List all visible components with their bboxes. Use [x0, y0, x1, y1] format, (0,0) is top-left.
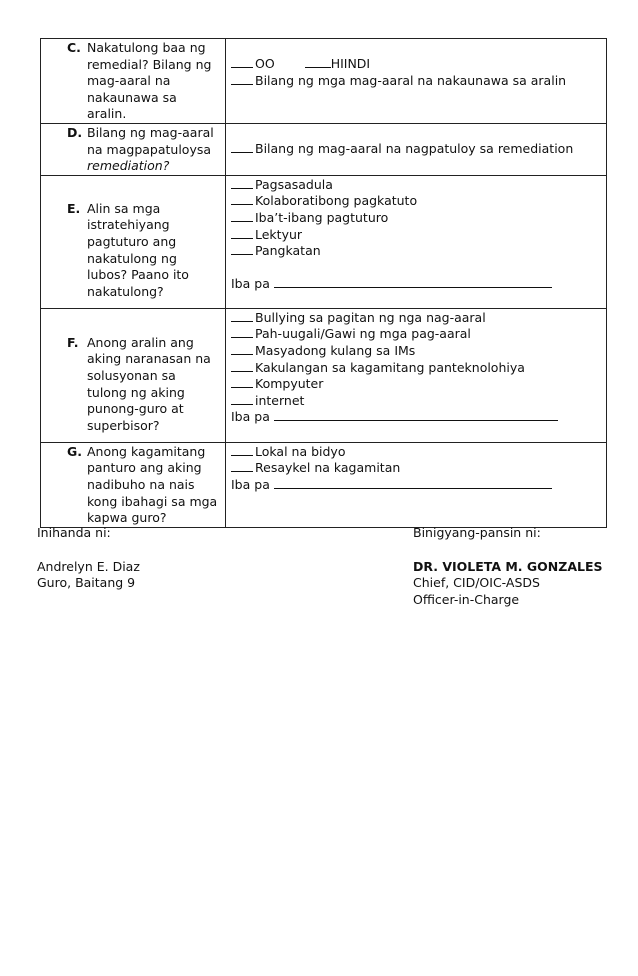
item-label: Masyadong kulang sa IMs	[255, 342, 416, 358]
checklist-item	[231, 210, 601, 227]
answer-cell	[226, 308, 607, 442]
answer-blank[interactable]	[231, 193, 253, 205]
prepared-name: Andrelyn E. Diaz	[37, 558, 140, 574]
item-label: Lokal na bidyo	[255, 443, 346, 459]
question-text: Alin sa mga istratehiyang pagtuturo ang nakatulong ng lubos? Paano ito nakatulong?	[87, 200, 189, 299]
item-label: Kakulangan sa kagamitang panteknolohiya	[255, 359, 525, 375]
answer-label: Bilang ng mga mag-aaral na nakaunawa sa aralin	[255, 72, 567, 88]
checklist-item	[231, 376, 601, 393]
question-cell	[41, 442, 226, 527]
other-blank[interactable]	[274, 409, 558, 421]
answer-blank[interactable]	[231, 360, 253, 372]
table-row	[41, 175, 607, 308]
answer-blank[interactable]	[231, 376, 253, 388]
item-label: Kompyuter	[255, 376, 324, 392]
checklist-item	[231, 393, 601, 410]
noted-label: Binigyang-pansin ni:	[413, 525, 541, 540]
answer-cell	[226, 442, 607, 527]
question-letter: G.	[67, 443, 83, 459]
answer-blank[interactable]	[305, 56, 331, 68]
question-letter: C.	[67, 40, 81, 55]
answer-blank[interactable]	[231, 177, 253, 189]
answer-cell	[226, 39, 607, 124]
answer-blank[interactable]	[231, 343, 253, 355]
item-label: Kolaboratibong pagkatuto	[255, 193, 418, 209]
other-line	[231, 477, 601, 494]
other-blank[interactable]	[274, 477, 552, 489]
other-label: Iba pa	[231, 409, 270, 425]
option-yes: OO	[255, 56, 275, 71]
answer-blank[interactable]	[231, 227, 253, 239]
answer-blank[interactable]	[231, 310, 253, 322]
prepared-label: Inihanda ni:	[37, 525, 111, 540]
answer-line	[231, 141, 601, 158]
answer-label: Bilang ng mag-aaral na nagpatuloy sa remediation	[255, 140, 574, 156]
noted-title-1: Chief, CID/OIC-ASDS	[413, 575, 540, 591]
item-label: Lektyur	[255, 226, 303, 242]
other-blank[interactable]	[274, 276, 552, 288]
checklist-item	[231, 343, 601, 360]
other-line	[231, 409, 601, 426]
item-label: Pah-uugali/Gawi ng mga pag-aaral	[255, 326, 471, 342]
checklist-item	[231, 444, 601, 461]
table-row	[41, 39, 607, 124]
question-cell	[41, 39, 226, 124]
answer-line	[231, 73, 601, 90]
checklist-item	[231, 360, 601, 377]
checklist-item	[231, 326, 601, 343]
item-label: Bullying sa pagitan ng nga nag-aaral	[255, 309, 486, 325]
noted-title-2: Officer-in-Charge	[413, 591, 520, 607]
answer-blank[interactable]	[231, 444, 253, 456]
noted-by-block	[413, 525, 603, 608]
question-text-italic: remediation?	[87, 158, 170, 174]
answer-blank[interactable]	[231, 326, 253, 338]
other-label: Iba pa	[231, 275, 270, 291]
question-text: Bilang ng mag-aaral na magpapatuloysa	[87, 124, 214, 157]
answer-cell	[226, 175, 607, 308]
answer-blank[interactable]	[231, 393, 253, 405]
evaluation-table	[40, 38, 607, 528]
checklist-item	[231, 227, 601, 244]
question-cell	[41, 123, 226, 175]
question-letter: F.	[67, 334, 79, 350]
table-row	[41, 308, 607, 442]
checklist-item	[231, 177, 601, 194]
question-letter: E.	[67, 200, 81, 216]
answer-blank[interactable]	[231, 73, 253, 85]
item-label: Pagsasadula	[255, 176, 333, 192]
other-label: Iba pa	[231, 476, 270, 492]
answer-blank[interactable]	[231, 210, 253, 222]
answer-blank[interactable]	[231, 56, 253, 68]
question-cell	[41, 308, 226, 442]
item-label: Iba’t-ibang pagtuturo	[255, 209, 389, 225]
answer-blank[interactable]	[231, 141, 253, 153]
checklist-item	[231, 193, 601, 210]
yes-no-line	[231, 56, 601, 73]
table-row	[41, 123, 607, 175]
checklist-item	[231, 310, 601, 327]
checklist-item	[231, 460, 601, 477]
noted-name: DR. VIOLETA M. GONZALES	[413, 558, 603, 574]
question-text: Anong kagamitang panturo ang aking nadibuho na nais kong ibahagi sa mga kapwa guro?	[87, 443, 218, 526]
prepared-by-block	[37, 525, 140, 592]
question-letter: D.	[67, 124, 83, 140]
item-label: Pangkatan	[255, 243, 321, 259]
question-text: Anong aralin ang aking naranasan na solusyonan sa tulong ng aking punong-guro at superbisor?	[87, 334, 211, 433]
answer-blank[interactable]	[231, 460, 253, 472]
prepared-title: Guro, Baitang 9	[37, 575, 136, 591]
answer-cell	[226, 123, 607, 175]
item-label: internet	[255, 392, 305, 408]
checklist-item	[231, 243, 601, 260]
item-label: Resaykel na kagamitan	[255, 460, 401, 476]
question-text: Nakatulong baa ng remedial? Bilang ng mag-aaral na nakaunawa sa aralin.	[87, 40, 212, 122]
table-row	[41, 442, 607, 527]
answer-blank[interactable]	[231, 243, 253, 255]
other-line	[231, 276, 601, 293]
option-no: HIINDI	[330, 56, 371, 71]
question-cell	[41, 175, 226, 308]
